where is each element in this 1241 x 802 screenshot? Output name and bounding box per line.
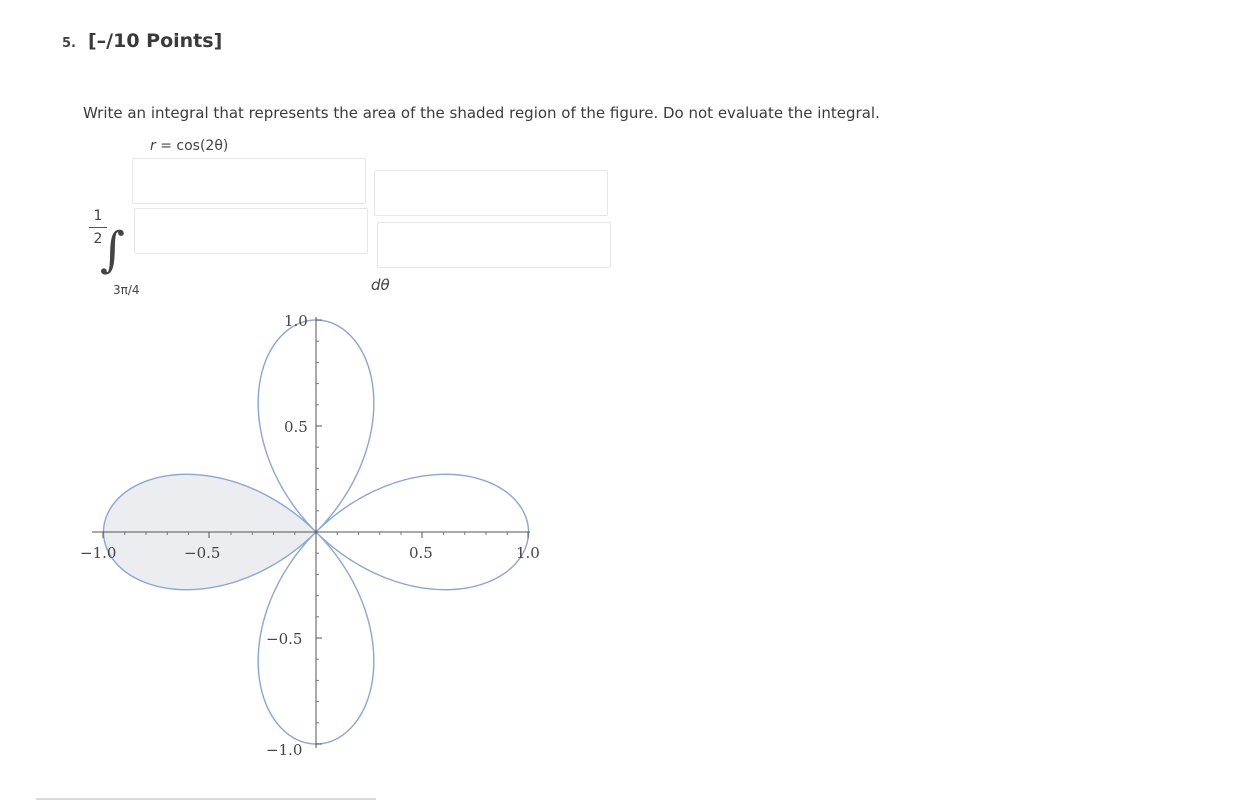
differential: dθ: [371, 276, 390, 294]
question-prompt: Write an integral that represents the area of the shaded region of the figure. Do not evaluate the integral.: [83, 104, 880, 122]
coefficient-numerator: 1: [93, 208, 103, 224]
tick-label-x-neg1: −1.0: [80, 544, 117, 562]
question-points: [–/10 Points]: [87, 30, 223, 52]
tick-label-x-1: 1.0: [516, 544, 540, 562]
tick-label-y-neg05: −0.5: [266, 630, 303, 648]
tick-label-y-05: 0.5: [284, 418, 308, 436]
lower-limit: 3π/4: [113, 283, 140, 297]
integral-sign: ∫: [100, 222, 126, 278]
page-divider: [36, 798, 376, 800]
coefficient-denominator: 2: [93, 231, 103, 247]
tick-label-y-1: 1.0: [284, 312, 308, 330]
curve-variable: r: [150, 138, 156, 154]
question-number: 5.: [62, 36, 76, 51]
tick-label-y-neg1: −1.0: [266, 741, 303, 759]
curve-expression: = cos(2θ): [160, 138, 229, 154]
tick-label-x-05: 0.5: [409, 544, 433, 562]
tick-label-x-neg05: −0.5: [184, 544, 221, 562]
